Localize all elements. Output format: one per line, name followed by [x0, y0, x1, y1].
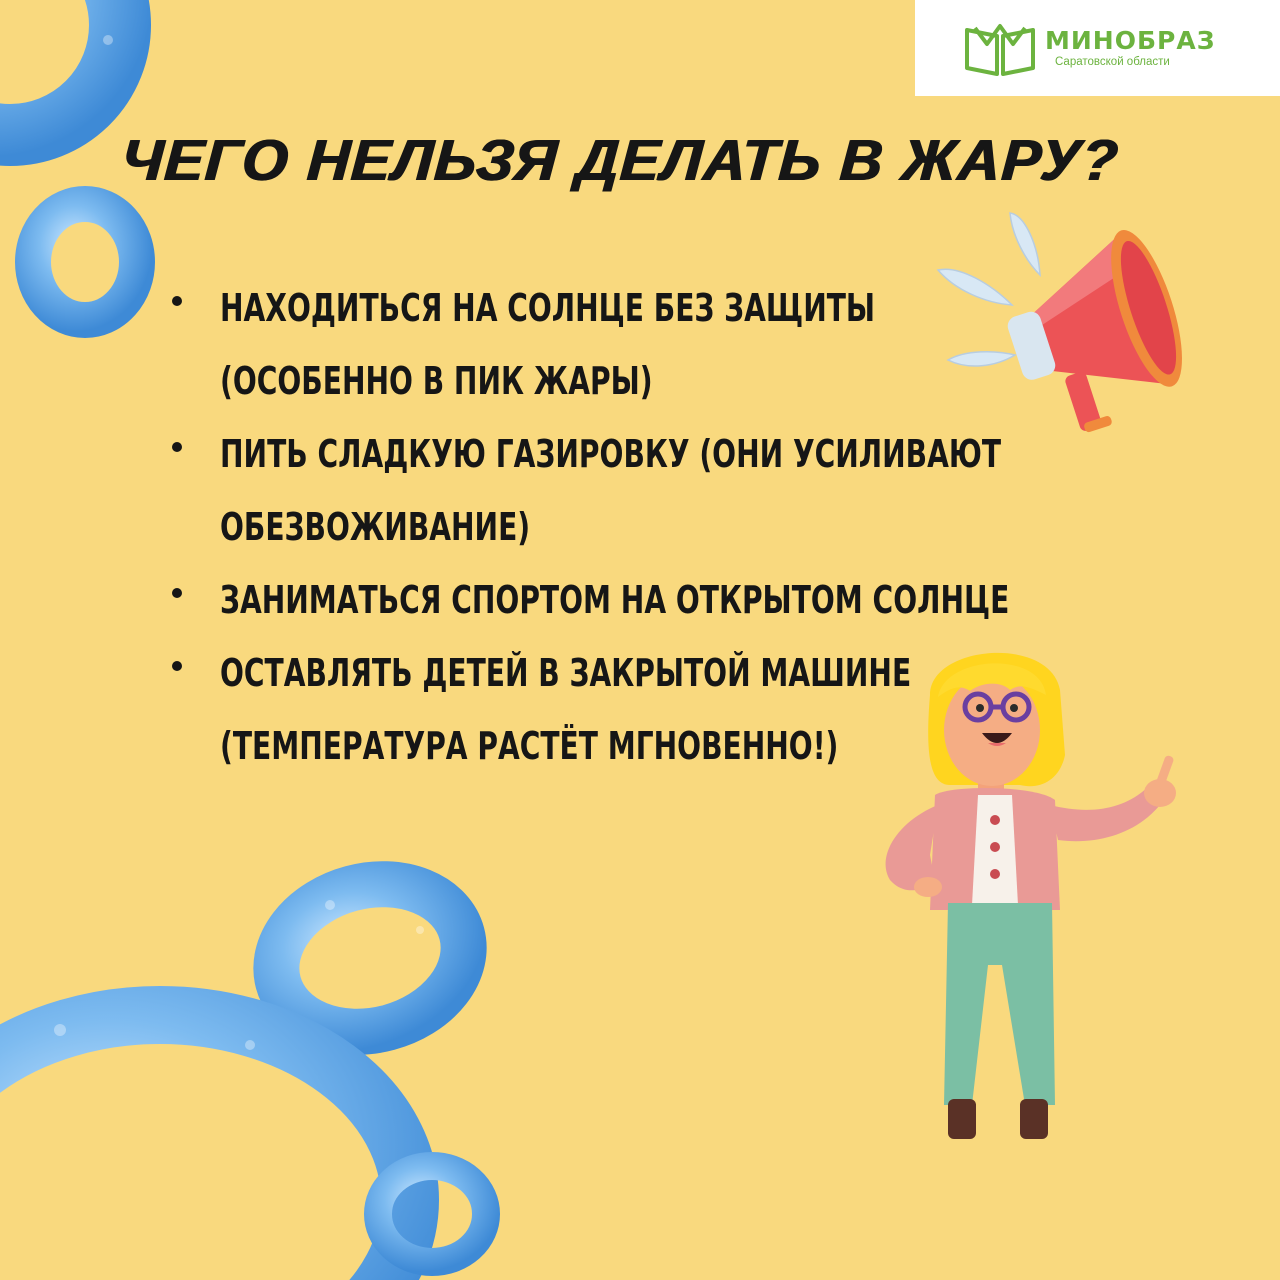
item-line: ОБЕЗВОЖИВАНИЕ) [220, 505, 531, 549]
ring-top-left [0, 0, 120, 135]
pointing-girl-illustration [860, 635, 1190, 1155]
item-line: ПИТЬ СЛАДКУЮ ГАЗИРОВКУ (ОНИ УСИЛИВАЮТ [220, 432, 1002, 476]
item-line: НАХОДИТЬСЯ НА СОЛНЦЕ БЕЗ ЗАЩИТЫ [220, 286, 876, 330]
item-line: ОСТАВЛЯТЬ ДЕТЕЙ В ЗАКРЫТОЙ МАШИНЕ [220, 651, 912, 695]
book-emblem-icon [963, 22, 1037, 78]
item-line: (ОСОБЕННО В ПИК ЖАРЫ) [220, 359, 653, 403]
item-line: (ТЕМПЕРАТУРА РАСТЁТ МГНОВЕННО!) [220, 724, 839, 768]
page-title: ЧЕГО НЕЛЬЗЯ ДЕЛАТЬ В ЖАРУ? [119, 128, 1122, 193]
bullet-icon [172, 588, 182, 598]
item-line: ЗАНИМАТЬСЯ СПОРТОМ НА ОТКРЫТОМ СОЛНЦЕ [220, 578, 1010, 622]
bullet-icon [172, 442, 182, 452]
list-item [220, 564, 1040, 637]
ring-left-small [33, 204, 137, 320]
megaphone-icon [930, 205, 1190, 450]
logo-title: МИНОБРАЗ [1045, 26, 1216, 55]
bullet-icon [172, 296, 182, 306]
list-item [220, 418, 1040, 564]
ring-bottom-left [0, 1015, 410, 1280]
bullet-icon [172, 661, 182, 671]
minobraz-logo [915, 0, 1280, 96]
logo-subtitle: Саратовской области [1055, 56, 1170, 68]
list-item [220, 272, 1040, 418]
